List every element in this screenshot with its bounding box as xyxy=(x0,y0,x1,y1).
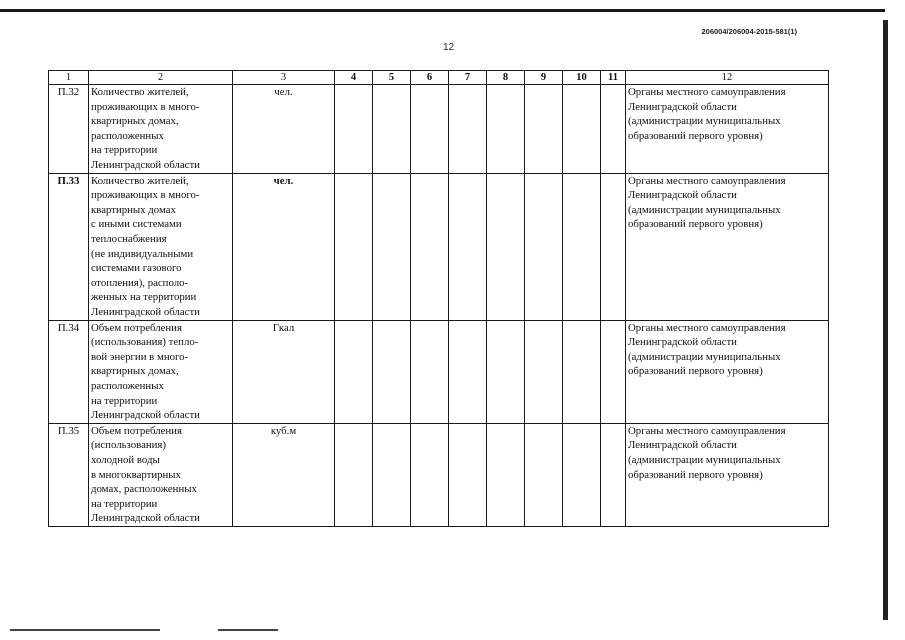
empty-cell xyxy=(525,423,563,526)
org-line: Органы местного самоуправления xyxy=(628,86,786,98)
empty-cell xyxy=(563,423,601,526)
name-line: расположенных xyxy=(91,129,164,142)
data-table xyxy=(48,70,829,527)
unit-cell: Гкал xyxy=(233,320,335,423)
org-line: Органы местного самоуправления xyxy=(628,321,786,334)
name-line: Количество жителей, xyxy=(91,174,189,187)
empty-cell xyxy=(487,320,525,423)
header-cell: 9 xyxy=(525,71,563,85)
empty-cell xyxy=(563,173,601,320)
empty-cell xyxy=(487,173,525,320)
name-line: Объем потребления xyxy=(91,424,182,437)
name-line: с иными системами xyxy=(91,218,182,231)
org-line: образований первого уровня) xyxy=(628,468,763,481)
empty-cell xyxy=(335,423,373,526)
header-cell: 3 xyxy=(233,71,335,85)
name-line: холодной воды xyxy=(91,453,160,466)
empty-cell xyxy=(601,173,626,320)
header-cell: 10 xyxy=(563,71,601,85)
empty-cell xyxy=(449,85,487,174)
name-line: Ленинградской области xyxy=(91,409,200,422)
header-cell: 7 xyxy=(449,71,487,85)
indicator-name xyxy=(89,173,233,320)
responsible-org xyxy=(626,320,829,423)
header-cell: 11 xyxy=(601,71,626,85)
document-id: 206004/206004-2015-581(1) xyxy=(701,27,797,36)
name-line: теплоснабжения xyxy=(91,232,167,245)
org-line: Органы местного самоуправления xyxy=(628,424,786,437)
empty-cell xyxy=(411,85,449,174)
table-row xyxy=(49,423,829,526)
name-line: вой энергии в много- xyxy=(91,350,189,363)
org-line: образований первого уровня) xyxy=(628,365,763,378)
org-line: (администрации муниципальных xyxy=(628,203,781,216)
empty-cell xyxy=(411,173,449,320)
empty-cell xyxy=(563,320,601,423)
empty-cell xyxy=(373,85,411,174)
org-line: (администрации муниципальных xyxy=(628,350,781,363)
unit-cell: чел. xyxy=(233,85,335,174)
indicator-name xyxy=(89,85,233,174)
empty-cell xyxy=(373,320,411,423)
table-header-row xyxy=(49,71,829,85)
name-line: на территории xyxy=(91,497,158,510)
empty-cell xyxy=(563,85,601,174)
table-row xyxy=(49,173,829,320)
row-code: П.33 xyxy=(49,173,89,320)
row-code: П.34 xyxy=(49,320,89,423)
org-line: образований первого уровня) xyxy=(628,129,763,142)
name-line: в многоквартирных xyxy=(91,468,181,481)
empty-cell xyxy=(487,423,525,526)
org-line: образований первого уровня) xyxy=(628,218,763,231)
page-number: 12 xyxy=(443,42,455,53)
row-code: П.35 xyxy=(49,423,89,526)
indicator-name xyxy=(89,423,233,526)
scan-right-edge xyxy=(883,20,888,620)
responsible-org xyxy=(626,423,829,526)
name-line: квартирных домах, xyxy=(91,115,179,128)
name-line: (не индивидуальными xyxy=(91,247,194,260)
responsible-org xyxy=(626,173,829,320)
name-line: отопления), располо- xyxy=(91,276,189,289)
org-line: (администрации муниципальных xyxy=(628,453,781,466)
table-row xyxy=(49,85,829,174)
name-line: проживающих в много- xyxy=(91,100,200,113)
header-cell: 5 xyxy=(373,71,411,85)
empty-cell xyxy=(411,320,449,423)
empty-cell xyxy=(335,320,373,423)
empty-cell xyxy=(601,423,626,526)
header-cell: 4 xyxy=(335,71,373,85)
empty-cell xyxy=(525,173,563,320)
name-line: Объем потребления xyxy=(91,321,182,334)
name-line: (использования) xyxy=(91,439,166,452)
row-code: П.32 xyxy=(49,85,89,174)
name-line: квартирных домах, xyxy=(91,365,179,378)
scan-bottom-line-right xyxy=(218,629,278,631)
empty-cell xyxy=(373,423,411,526)
empty-cell xyxy=(601,85,626,174)
unit-cell: куб.м xyxy=(233,423,335,526)
header-cell: 1 xyxy=(49,71,89,85)
name-line: Количество жителей, xyxy=(91,86,189,98)
empty-cell xyxy=(525,320,563,423)
table-row xyxy=(49,320,829,423)
name-line: квартирных домах xyxy=(91,203,176,216)
empty-cell xyxy=(335,85,373,174)
header-cell: 12 xyxy=(626,71,829,85)
name-line: Ленинградской области xyxy=(91,305,200,318)
header-cell: 6 xyxy=(411,71,449,85)
empty-cell xyxy=(487,85,525,174)
name-line: Ленинградской области xyxy=(91,512,200,525)
responsible-org xyxy=(626,85,829,174)
name-line: домах, расположенных xyxy=(91,483,197,496)
name-line: проживающих в много- xyxy=(91,189,200,202)
name-line: Ленинградской области xyxy=(91,158,200,171)
header-cell: 2 xyxy=(89,71,233,85)
name-line: (использования) тепло- xyxy=(91,336,199,349)
org-line: (администрации муниципальных xyxy=(628,115,781,128)
name-line: на территории xyxy=(91,394,158,407)
org-line: Ленинградской области xyxy=(628,439,737,452)
indicator-name xyxy=(89,320,233,423)
empty-cell xyxy=(525,85,563,174)
org-line: Ленинградской области xyxy=(628,100,737,113)
org-line: Ленинградской области xyxy=(628,336,737,349)
empty-cell xyxy=(411,423,449,526)
empty-cell xyxy=(373,173,411,320)
name-line: женных на территории xyxy=(91,291,197,304)
empty-cell xyxy=(335,173,373,320)
empty-cell xyxy=(601,320,626,423)
org-line: Ленинградской области xyxy=(628,189,737,202)
header-cell: 8 xyxy=(487,71,525,85)
scan-bottom-line-left xyxy=(10,629,160,631)
name-line: системами газового xyxy=(91,262,182,275)
unit-cell: чел. xyxy=(233,173,335,320)
org-line: Органы местного самоуправления xyxy=(628,174,786,187)
name-line: на территории xyxy=(91,144,158,157)
empty-cell xyxy=(449,423,487,526)
empty-cell xyxy=(449,320,487,423)
name-line: расположенных xyxy=(91,379,164,392)
scan-top-border xyxy=(0,9,885,12)
empty-cell xyxy=(449,173,487,320)
